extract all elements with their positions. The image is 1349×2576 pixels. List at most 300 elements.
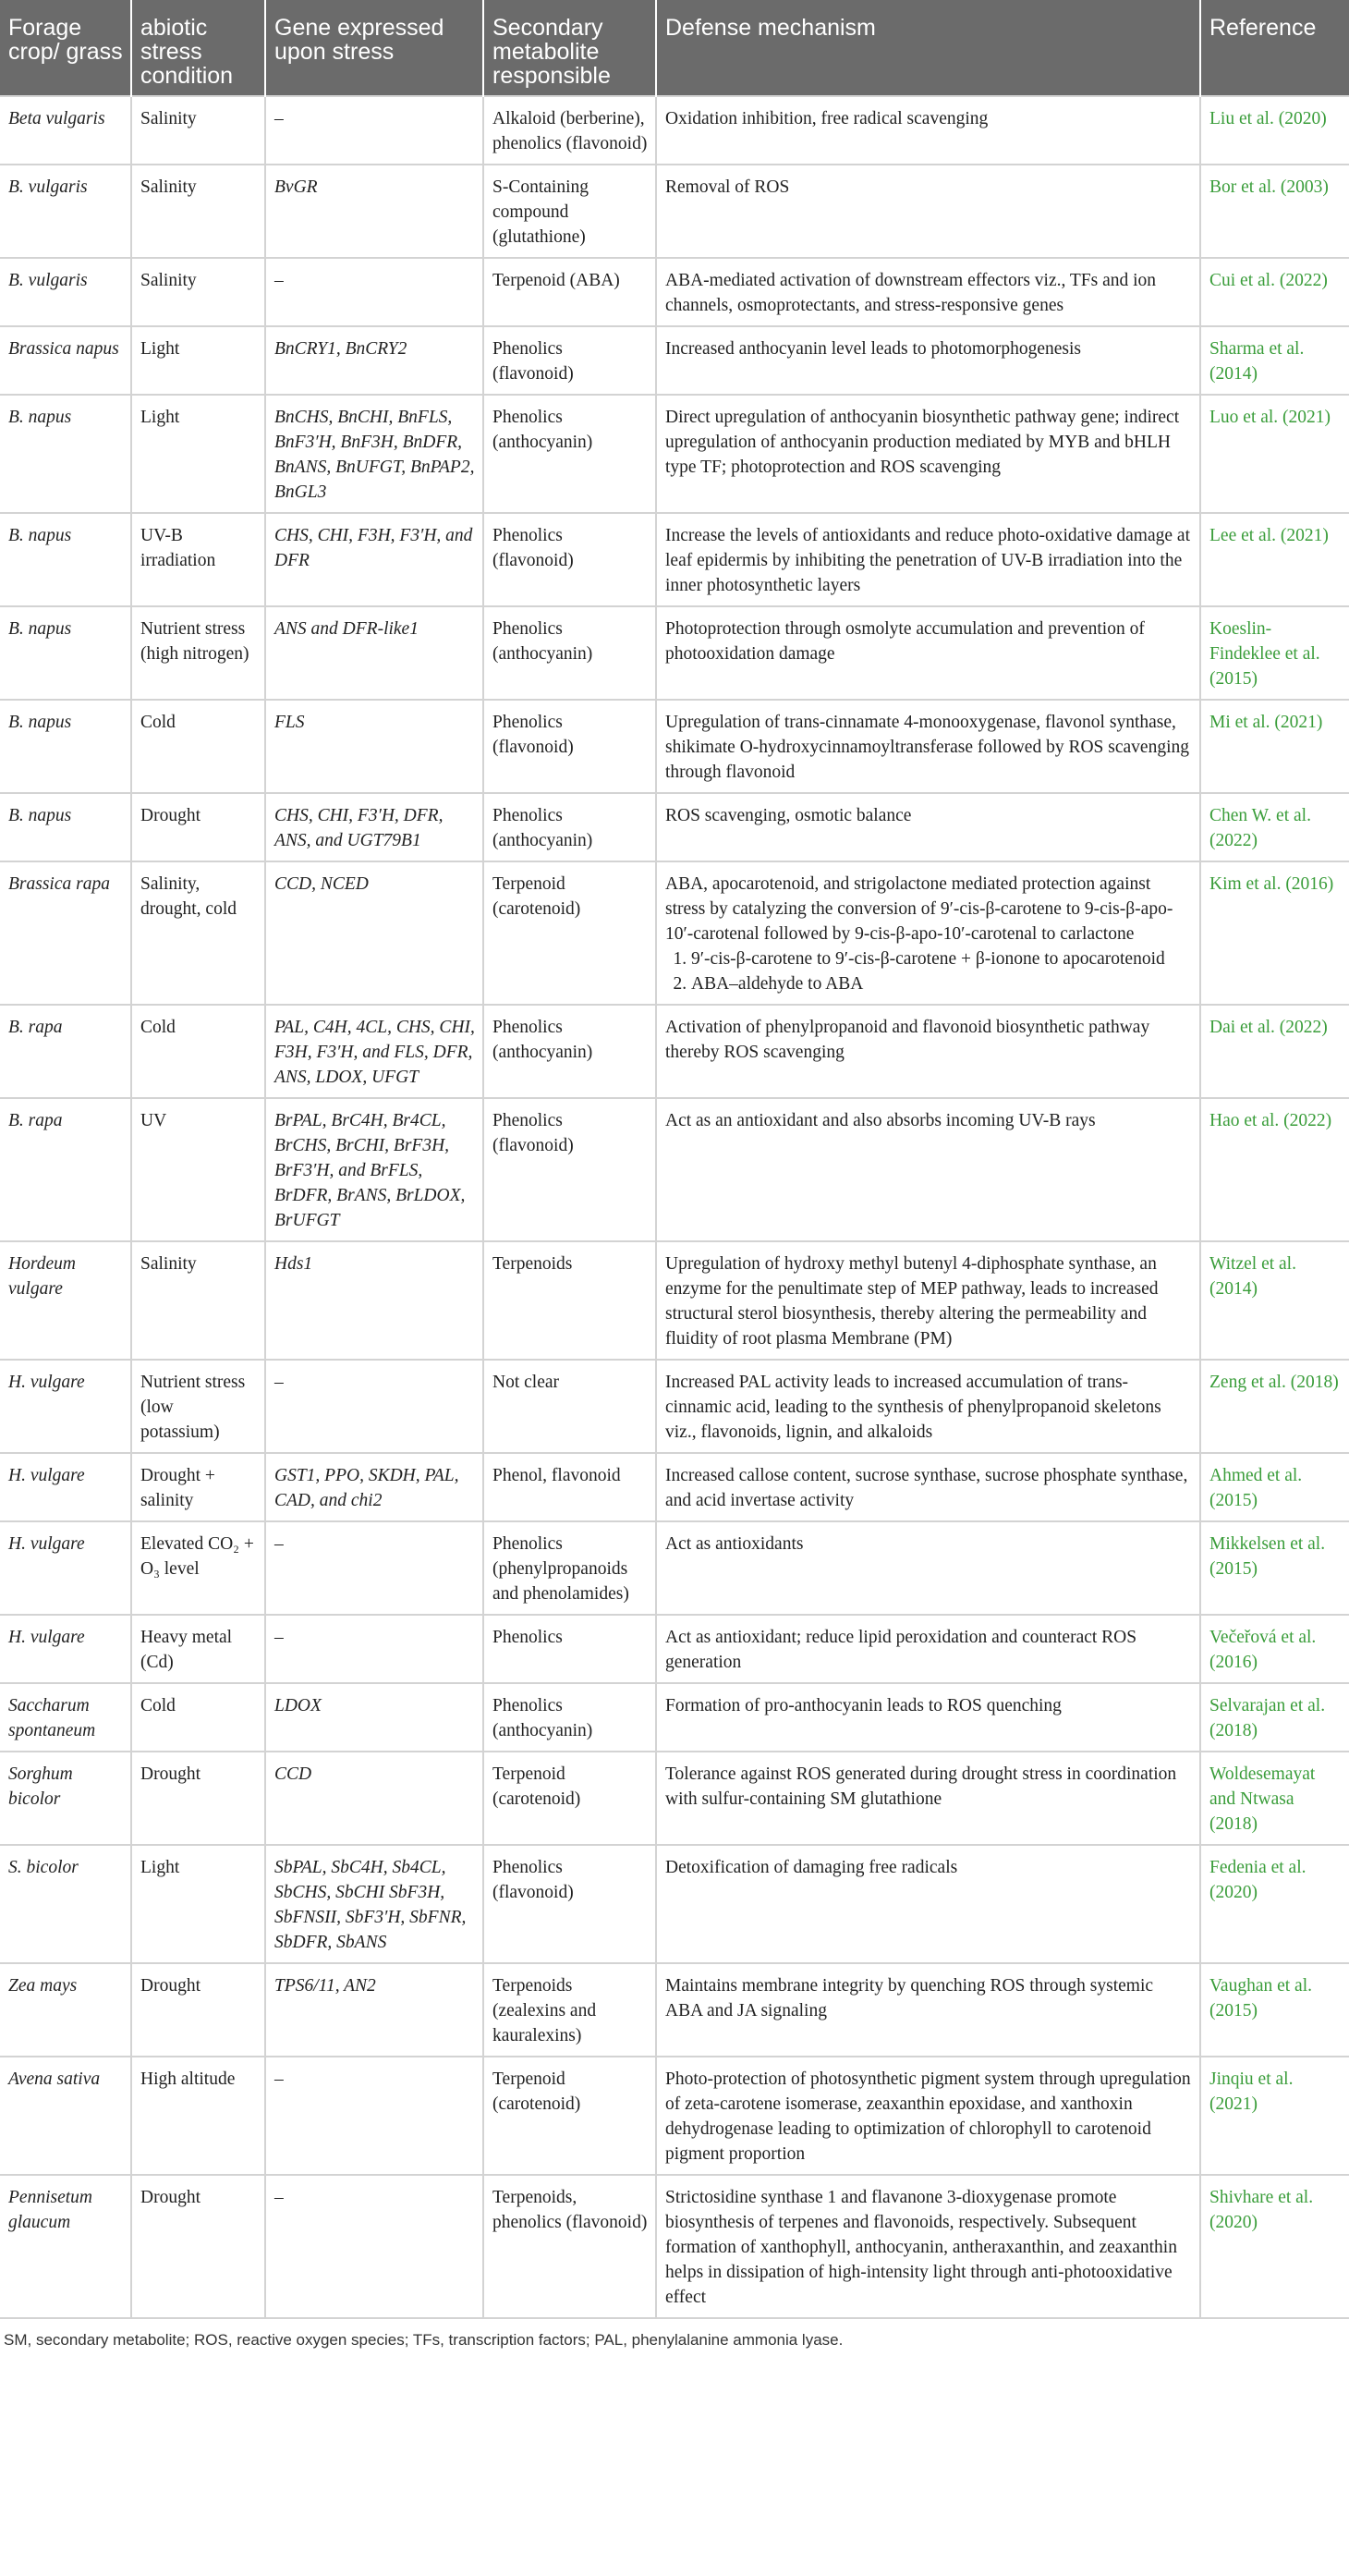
- metabolite-cell-text: Terpenoid (carotenoid): [492, 2069, 581, 2114]
- mechanism-cell: [656, 1683, 1200, 1752]
- metabolite-cell: [483, 1615, 656, 1683]
- metabolite-cell-text: Phenolics (phenylpropanoids and phenolamides): [492, 1534, 629, 1604]
- stress-cell: [131, 1005, 265, 1098]
- metabolite-cell-text: Phenolics (anthocyanin): [492, 619, 593, 664]
- reference-link-text[interactable]: Mi et al. (2021): [1209, 713, 1323, 732]
- crop-cell: [0, 1098, 131, 1241]
- reference-link[interactable]: [1200, 2057, 1349, 2175]
- stress-cell-text: High altitude: [140, 2069, 236, 2089]
- reference-link[interactable]: [1200, 1098, 1349, 1241]
- gene-cell: [265, 2057, 483, 2175]
- metabolite-cell: [483, 2175, 656, 2318]
- table-row: [0, 606, 1349, 700]
- crop-cell: [0, 861, 131, 1005]
- gene-cell: [265, 1360, 483, 1453]
- reference-link-text[interactable]: Lee et al. (2021): [1209, 526, 1329, 545]
- reference-link-text[interactable]: Večeřová et al. (2016): [1209, 1628, 1317, 1672]
- stress-cell: [131, 861, 265, 1005]
- header-crop: Forage crop/ grass: [0, 0, 131, 96]
- gene-cell-text: CCD: [274, 1764, 312, 1784]
- header-stress: abiotic stress condition: [131, 0, 265, 96]
- reference-link[interactable]: [1200, 1963, 1349, 2057]
- stress-cell: [131, 1521, 265, 1615]
- mechanism-cell-text: Maintains membrane integrity by quenching ROS through systemic ABA and JA signaling: [665, 1976, 1154, 2021]
- mechanism-cell: [656, 700, 1200, 793]
- gene-cell: [265, 606, 483, 700]
- reference-link-text[interactable]: Mikkelsen et al. (2015): [1209, 1534, 1326, 1579]
- metabolite-cell-text: Phenolics (flavonoid): [492, 526, 574, 570]
- header-gene: Gene expressed upon stress: [265, 0, 483, 96]
- stress-cell-text: Light: [140, 339, 180, 359]
- crop-cell: [0, 326, 131, 395]
- reference-link[interactable]: [1200, 793, 1349, 861]
- mechanism-cell-text: Upregulation of trans-cinnamate 4-monooxygenase, flavonol synthase, shikimate O-hydroxycinnamoyltransferase followed by ROS scavenging through flavonoid: [665, 713, 1189, 782]
- table-row: [0, 395, 1349, 513]
- gene-cell-text: CHS, CHI, F3′H, DFR, ANS, and UGT79B1: [274, 806, 444, 850]
- metabolite-cell-text: Phenolics (anthocyanin): [492, 1018, 593, 1062]
- stress-cell: [131, 1360, 265, 1453]
- metabolite-cell-text: Terpenoids: [492, 1254, 573, 1274]
- metabolite-cell: [483, 1453, 656, 1521]
- crop-cell: [0, 1615, 131, 1683]
- mechanism-cell-text: Strictosidine synthase 1 and flavanone 3-dioxygenase promote biosynthesis of terpenes and flavonoids, respectively. Subsequent formation of xanthophyll, anthocyanin, antheraxanthin, and zeaxanthin helps in dissipation of high-intensity light through anti-photooxidative effect: [665, 2188, 1177, 2307]
- mechanism-cell: [656, 1453, 1200, 1521]
- gene-cell: [265, 96, 483, 165]
- crop-cell-text: B. vulgaris: [8, 271, 88, 290]
- reference-link[interactable]: [1200, 395, 1349, 513]
- reference-link-text[interactable]: Koeslin-Findeklee et al. (2015): [1209, 619, 1320, 689]
- stress-cell-text: Drought: [140, 806, 201, 825]
- table-header-row: [0, 0, 1349, 96]
- table-row: [0, 1005, 1349, 1098]
- metabolite-cell: [483, 700, 656, 793]
- table-footnote: SM, secondary metabolite; ROS, reactive oxygen species; TFs, transcription factors; PAL, phenylalanine ammonia lyase.: [4, 2331, 844, 2349]
- reference-link-text[interactable]: Woldesemayat and Ntwasa (2018): [1209, 1764, 1316, 1834]
- metabolite-cell: [483, 861, 656, 1005]
- table-row: [0, 2057, 1349, 2175]
- reference-link-text[interactable]: Sharma et al. (2014): [1209, 339, 1305, 384]
- reference-link-text[interactable]: Hao et al. (2022): [1209, 1111, 1332, 1130]
- reference-link[interactable]: [1200, 1752, 1349, 1845]
- crop-cell: [0, 1845, 131, 1963]
- stress-cell-text: Nutrient stress (low potassium): [140, 1373, 246, 1442]
- crop-cell-text: B. napus: [8, 713, 72, 732]
- crop-cell: [0, 1241, 131, 1360]
- reference-link[interactable]: [1200, 1683, 1349, 1752]
- reference-link-text[interactable]: Kim et al. (2016): [1209, 874, 1334, 894]
- mechanism-cell: [656, 1098, 1200, 1241]
- metabolite-cell: [483, 513, 656, 606]
- crop-cell-text: Zea mays: [8, 1976, 78, 1996]
- gene-cell: [265, 513, 483, 606]
- gene-cell-text: –: [274, 2188, 284, 2207]
- crop-cell-text: Brassica napus: [8, 339, 119, 359]
- reference-link[interactable]: [1200, 606, 1349, 700]
- crop-cell-text: B. vulgaris: [8, 177, 88, 197]
- crop-cell: [0, 395, 131, 513]
- crop-cell-text: B. rapa: [8, 1018, 63, 1037]
- reference-link[interactable]: [1200, 258, 1349, 326]
- gene-cell: [265, 1683, 483, 1752]
- stress-cell-text: Salinity: [140, 109, 197, 128]
- metabolite-cell: [483, 165, 656, 258]
- mechanism-cell-text: Detoxification of damaging free radicals: [665, 1858, 958, 1877]
- reference-link-text[interactable]: Bor et al. (2003): [1209, 177, 1329, 197]
- metabolite-cell-text: Phenolics (anthocyanin): [492, 1696, 593, 1740]
- table-row: [0, 861, 1349, 1005]
- stress-cell: [131, 513, 265, 606]
- mechanism-cell: [656, 1963, 1200, 2057]
- metabolite-cell: [483, 606, 656, 700]
- crop-cell: [0, 1360, 131, 1453]
- stress-cell: [131, 258, 265, 326]
- table-row: [0, 793, 1349, 861]
- header-metabolite: Secondary metabolite responsible: [483, 0, 656, 96]
- gene-cell-text: GST1, PPO, SKDH, PAL, CAD, and chi2: [274, 1466, 459, 1510]
- crop-cell-text: B. napus: [8, 408, 72, 427]
- mechanism-cell-text: Activation of phenylpropanoid and flavonoid biosynthetic pathway thereby ROS scavenging: [665, 1018, 1150, 1062]
- stress-cell-text: Light: [140, 1858, 180, 1877]
- table-row: [0, 1360, 1349, 1453]
- metabolite-cell: [483, 1098, 656, 1241]
- mechanism-cell: [656, 1360, 1200, 1453]
- reference-link[interactable]: [1200, 1521, 1349, 1615]
- gene-cell: [265, 1098, 483, 1241]
- table-row: [0, 258, 1349, 326]
- crop-cell-text: B. napus: [8, 619, 72, 639]
- mechanism-cell: [656, 1241, 1200, 1360]
- mechanism-cell: [656, 606, 1200, 700]
- table-row: [0, 1845, 1349, 1963]
- reference-link[interactable]: [1200, 1845, 1349, 1963]
- stress-cell: [131, 1453, 265, 1521]
- metabolite-cell: [483, 395, 656, 513]
- gene-cell-text: Hds1: [274, 1254, 313, 1274]
- stress-cell-text: UV: [140, 1111, 167, 1130]
- stress-cell: [131, 1615, 265, 1683]
- reference-link[interactable]: [1200, 861, 1349, 1005]
- table-row: [0, 96, 1349, 165]
- gene-cell: [265, 1963, 483, 2057]
- crop-cell-text: Hordeum vulgare: [8, 1254, 76, 1299]
- crop-cell-text: Saccharum spontaneum: [8, 1696, 96, 1740]
- reference-link[interactable]: [1200, 1453, 1349, 1521]
- reference-link-text[interactable]: Luo et al. (2021): [1209, 408, 1331, 427]
- crop-cell: [0, 513, 131, 606]
- reference-link-text[interactable]: Zeng et al. (2018): [1209, 1373, 1339, 1392]
- metabolite-cell: [483, 1963, 656, 2057]
- stress-cell: [131, 1683, 265, 1752]
- mechanism-cell-text: Act as antioxidants: [665, 1534, 804, 1554]
- crop-cell-text: H. vulgare: [8, 1466, 85, 1485]
- stress-cell-text: Light: [140, 408, 180, 427]
- reference-link-text[interactable]: Ahmed et al. (2015): [1209, 1466, 1303, 1510]
- mechanism-cell-text: Formation of pro-anthocyanin leads to ROS quenching: [665, 1696, 1062, 1715]
- gene-cell-text: –: [274, 1373, 284, 1392]
- reference-link-text[interactable]: Witzel et al. (2014): [1209, 1254, 1296, 1299]
- metabolite-cell: [483, 96, 656, 165]
- gene-cell-text: BnCHS, BnCHI, BnFLS, BnF3′H, BnF3H, BnDFR, BnANS, BnUFGT, BnPAP2, BnGL3: [274, 408, 475, 502]
- reference-link[interactable]: [1200, 700, 1349, 793]
- stress-cell-text: Salinity: [140, 1254, 197, 1274]
- gene-cell-text: SbPAL, SbC4H, Sb4CL, SbCHS, SbCHI SbF3H, SbFNSII, SbF3′H, SbFNR, SbDFR, SbANS: [274, 1858, 467, 1952]
- mechanism-cell-text: Upregulation of hydroxy methyl butenyl 4-diphosphate synthase, an enzyme for the penultimate step of MEP pathway, leads to increased structural sterol biosynthesis, thereby altering the permeability and fluidity of root plasma Membrane (PM): [665, 1254, 1159, 1349]
- stress-cell-text: Drought: [140, 1976, 201, 1996]
- mechanism-cell-text: Act as an antioxidant and also absorbs incoming UV-B rays: [665, 1111, 1096, 1130]
- mechanism-cell-text: Act as antioxidant; reduce lipid peroxidation and counteract ROS generation: [665, 1628, 1137, 1672]
- stress-cell-text: Cold: [140, 1696, 176, 1715]
- gene-cell: [265, 793, 483, 861]
- gene-cell: [265, 1521, 483, 1615]
- crop-cell-text: Brassica rapa: [8, 874, 110, 894]
- reference-link[interactable]: [1200, 2175, 1349, 2318]
- metabolite-cell: [483, 1752, 656, 1845]
- mechanism-cell-text: Removal of ROS: [665, 177, 790, 197]
- metabolite-cell: [483, 326, 656, 395]
- metabolite-cell: [483, 793, 656, 861]
- table-row: [0, 1521, 1349, 1615]
- mechanism-cell: [656, 258, 1200, 326]
- reference-link[interactable]: [1200, 1005, 1349, 1098]
- metabolite-cell-text: Phenolics (anthocyanin): [492, 806, 593, 850]
- crop-cell: [0, 606, 131, 700]
- table-row: [0, 1098, 1349, 1241]
- mechanism-cell: [656, 1752, 1200, 1845]
- crop-cell-text: B. napus: [8, 526, 72, 545]
- crop-cell: [0, 1752, 131, 1845]
- reference-link-text[interactable]: Cui et al. (2022): [1209, 271, 1328, 290]
- metabolite-cell: [483, 1521, 656, 1615]
- crop-cell: [0, 96, 131, 165]
- gene-cell: [265, 700, 483, 793]
- stress-cell-text: Salinity: [140, 271, 197, 290]
- gene-cell: [265, 395, 483, 513]
- stress-cell: [131, 1752, 265, 1845]
- stress-cell: [131, 326, 265, 395]
- stress-cell: [131, 606, 265, 700]
- crop-cell: [0, 1453, 131, 1521]
- gene-cell: [265, 861, 483, 1005]
- gene-cell-text: BvGR: [274, 177, 318, 197]
- reference-link-text[interactable]: Liu et al. (2020): [1209, 109, 1327, 128]
- metabolite-cell-text: Terpenoids, phenolics (flavonoid): [492, 2188, 648, 2232]
- gene-cell-text: –: [274, 2069, 284, 2089]
- mechanism-cell: [656, 793, 1200, 861]
- mechanism-steps-list: [665, 946, 1192, 996]
- table-row: [0, 1453, 1349, 1521]
- gene-cell: [265, 1241, 483, 1360]
- crop-cell: [0, 2057, 131, 2175]
- header-reference: Reference: [1200, 0, 1349, 96]
- mechanism-cell: [656, 1845, 1200, 1963]
- metabolite-cell-text: Phenol, flavonoid: [492, 1466, 621, 1485]
- crop-cell: [0, 700, 131, 793]
- gene-cell-text: FLS: [274, 713, 305, 732]
- metabolite-cell-text: Phenolics: [492, 1628, 563, 1647]
- metabolite-cell-text: Terpenoid (carotenoid): [492, 874, 581, 919]
- reference-link-text[interactable]: Vaughan et al. (2015): [1209, 1976, 1313, 2021]
- stress-cell-text: Salinity, drought, cold: [140, 874, 237, 919]
- crop-cell-text: Pennisetum glaucum: [8, 2188, 92, 2232]
- stress-cell-text: Elevated CO₂ + O₃ level: [140, 1534, 254, 1579]
- stress-cell-text: Cold: [140, 1018, 176, 1037]
- header-mechanism: Defense mechanism: [656, 0, 1200, 96]
- gene-cell: [265, 165, 483, 258]
- reference-link-text[interactable]: Selvarajan et al. (2018): [1209, 1696, 1326, 1740]
- reference-link[interactable]: [1200, 96, 1349, 165]
- metabolite-cell: [483, 1360, 656, 1453]
- reference-link[interactable]: [1200, 1615, 1349, 1683]
- metabolite-cell-text: Terpenoid (ABA): [492, 271, 620, 290]
- gene-cell-text: –: [274, 109, 284, 128]
- reference-link[interactable]: [1200, 513, 1349, 606]
- mechanism-cell: [656, 1005, 1200, 1098]
- mechanism-cell: [656, 861, 1200, 1005]
- reference-link-text[interactable]: Chen W. et al. (2022): [1209, 806, 1311, 850]
- stress-cell: [131, 793, 265, 861]
- crop-cell: [0, 165, 131, 258]
- metabolite-cell-text: S-Containing compound (glutathione): [492, 177, 589, 247]
- mechanism-step: 2. ABA–aldehyde to ABA: [691, 971, 1192, 996]
- stress-cell: [131, 1098, 265, 1241]
- reference-link-text[interactable]: Fedenia et al. (2020): [1209, 1858, 1306, 1902]
- mechanism-step: 1. 9′-cis-β-carotene to 9′-cis-β-carotene + β-ionone to apocarotenoid: [691, 946, 1192, 971]
- gene-cell-text: –: [274, 1628, 284, 1647]
- crop-cell-text: Sorghum bicolor: [8, 1764, 73, 1809]
- stress-cell-text: Drought: [140, 1764, 201, 1784]
- crop-cell-text: H. vulgare: [8, 1373, 85, 1392]
- mechanism-cell-text: Direct upregulation of anthocyanin biosynthetic pathway gene; indirect upregulation of anthocyanin production mediated by MYB and bHLH type TF; photoprotection and ROS scavenging: [665, 408, 1180, 477]
- crop-cell-text: H. vulgare: [8, 1628, 85, 1647]
- mechanism-cell-text: Increased anthocyanin level leads to photomorphogenesis: [665, 339, 1081, 359]
- crop-cell-text: Beta vulgaris: [8, 109, 105, 128]
- mechanism-cell: [656, 165, 1200, 258]
- table-row: [0, 1683, 1349, 1752]
- crop-cell-text: B. rapa: [8, 1111, 63, 1130]
- stress-cell: [131, 395, 265, 513]
- reference-link[interactable]: [1200, 326, 1349, 395]
- gene-cell: [265, 326, 483, 395]
- gene-cell-text: –: [274, 271, 284, 290]
- gene-cell: [265, 1005, 483, 1098]
- stress-cell-text: Salinity: [140, 177, 197, 197]
- reference-link-text[interactable]: Dai et al. (2022): [1209, 1018, 1328, 1037]
- metabolite-cell: [483, 1005, 656, 1098]
- table-row: [0, 165, 1349, 258]
- crop-cell-text: B. napus: [8, 806, 72, 825]
- stress-cell-text: Drought: [140, 2188, 201, 2207]
- mechanism-cell: [656, 326, 1200, 395]
- gene-cell: [265, 1453, 483, 1521]
- table-row: [0, 326, 1349, 395]
- reference-link[interactable]: [1200, 165, 1349, 258]
- stress-cell: [131, 96, 265, 165]
- metabolite-cell-text: Phenolics (anthocyanin): [492, 408, 593, 452]
- mechanism-cell-text: Increased callose content, sucrose synthase, sucrose phosphate synthase, and acid invertase activity: [665, 1466, 1188, 1510]
- stress-cell-text: Heavy metal (Cd): [140, 1628, 233, 1672]
- mechanism-cell: [656, 395, 1200, 513]
- gene-cell-text: BnCRY1, BnCRY2: [274, 339, 407, 359]
- table-row: [0, 1241, 1349, 1360]
- stress-cell-text: Drought + salinity: [140, 1466, 215, 1510]
- mechanism-cell: [656, 1521, 1200, 1615]
- metabolite-cell-text: Phenolics (flavonoid): [492, 1111, 574, 1155]
- metabolite-cell-text: Not clear: [492, 1373, 560, 1392]
- stress-cell-text: UV-B irradiation: [140, 526, 216, 570]
- mechanism-cell-text: Increased PAL activity leads to increased accumulation of trans-cinnamic acid, leading to the synthesis of phenylpropanoid skeletons viz., flavonoids, lignin, and alkaloids: [665, 1373, 1161, 1442]
- table-row: [0, 513, 1349, 606]
- gene-cell-text: ANS and DFR-like1: [274, 619, 419, 639]
- reference-link-text[interactable]: Jinqiu et al. (2021): [1209, 2069, 1294, 2114]
- reference-link[interactable]: [1200, 1241, 1349, 1360]
- gene-cell-text: LDOX: [274, 1696, 322, 1715]
- stress-cell: [131, 2057, 265, 2175]
- metabolite-cell-text: Alkaloid (berberine), phenolics (flavonoid): [492, 109, 648, 153]
- crop-cell: [0, 258, 131, 326]
- table-row: [0, 1963, 1349, 2057]
- mechanism-cell-text: Tolerance against ROS generated during drought stress in coordination with sulfur-containing SM glutathione: [665, 1764, 1177, 1809]
- metabolite-cell-text: Terpenoid (carotenoid): [492, 1764, 581, 1809]
- gene-cell: [265, 2175, 483, 2318]
- gene-cell-text: PAL, C4H, 4CL, CHS, CHI, F3H, F3′H, and FLS, DFR, ANS, LDOX, UFGT: [274, 1018, 475, 1087]
- stress-cell: [131, 1963, 265, 2057]
- gene-cell-text: CCD, NCED: [274, 874, 369, 894]
- reference-link[interactable]: [1200, 1360, 1349, 1453]
- mechanism-cell-text: ROS scavenging, osmotic balance: [665, 806, 912, 825]
- mechanism-cell: [656, 2175, 1200, 2318]
- stress-cell: [131, 165, 265, 258]
- metabolite-cell-text: Terpenoids (zealexins and kauralexins): [492, 1976, 597, 2045]
- stress-cell-text: Nutrient stress (high nitrogen): [140, 619, 249, 664]
- gene-cell-text: –: [274, 1534, 284, 1554]
- metabolite-cell: [483, 1241, 656, 1360]
- metabolite-cell-text: Phenolics (flavonoid): [492, 713, 574, 757]
- table-row: [0, 2175, 1349, 2318]
- mechanism-cell-text: Oxidation inhibition, free radical scavenging: [665, 109, 989, 128]
- stress-cell: [131, 1241, 265, 1360]
- mechanism-cell-text: ABA-mediated activation of downstream effectors viz., TFs and ion channels, osmoprotectants, and stress-responsive genes: [665, 271, 1157, 315]
- gene-cell-text: TPS6/11, AN2: [274, 1976, 376, 1996]
- reference-link-text[interactable]: Shivhare et al. (2020): [1209, 2188, 1314, 2232]
- mechanism-cell-text: Photo-protection of photosynthetic pigment system through upregulation of zeta-carotene isomerase, zeaxanthin epoxidase, and xanthoxin dehydrogenase leading to optimization of chlorophyll to carotenoid pigment proportion: [665, 2069, 1191, 2164]
- gene-cell: [265, 258, 483, 326]
- metabolite-cell-text: Phenolics (flavonoid): [492, 339, 574, 384]
- mechanism-cell: [656, 96, 1200, 165]
- table-row: [0, 1615, 1349, 1683]
- mechanism-cell-text: Photoprotection through osmolyte accumulation and prevention of photooxidation damage: [665, 619, 1145, 664]
- metabolite-cell: [483, 1683, 656, 1752]
- gene-cell: [265, 1752, 483, 1845]
- crop-cell: [0, 1963, 131, 2057]
- mechanism-cell: [656, 513, 1200, 606]
- crop-cell-text: H. vulgare: [8, 1534, 85, 1554]
- gene-cell: [265, 1615, 483, 1683]
- stress-cell: [131, 2175, 265, 2318]
- crop-cell: [0, 2175, 131, 2318]
- table-row: [0, 1752, 1349, 1845]
- stress-cell-text: Cold: [140, 713, 176, 732]
- gene-cell-text: BrPAL, BrC4H, Br4CL, BrCHS, BrCHI, BrF3H, BrF3′H, and BrFLS, BrDFR, BrANS, BrLDOX, BrUFGT: [274, 1111, 466, 1230]
- metabolite-cell: [483, 258, 656, 326]
- crop-cell-text: Avena sativa: [8, 2069, 101, 2089]
- table-row: [0, 700, 1349, 793]
- stress-cell: [131, 1845, 265, 1963]
- crop-cell-text: S. bicolor: [8, 1858, 79, 1877]
- gene-cell: [265, 1845, 483, 1963]
- crop-cell: [0, 1683, 131, 1752]
- metabolite-cell-text: Phenolics (flavonoid): [492, 1858, 574, 1902]
- mechanism-cell-text: ABA, apocarotenoid, and strigolactone mediated protection against stress by catalyzing the conversion of 9′-cis-β-carotene to 9-cis-β-apo-10′-carotenal followed by 9-cis-β-apo-10′-carotenal to carlactone: [665, 874, 1173, 944]
